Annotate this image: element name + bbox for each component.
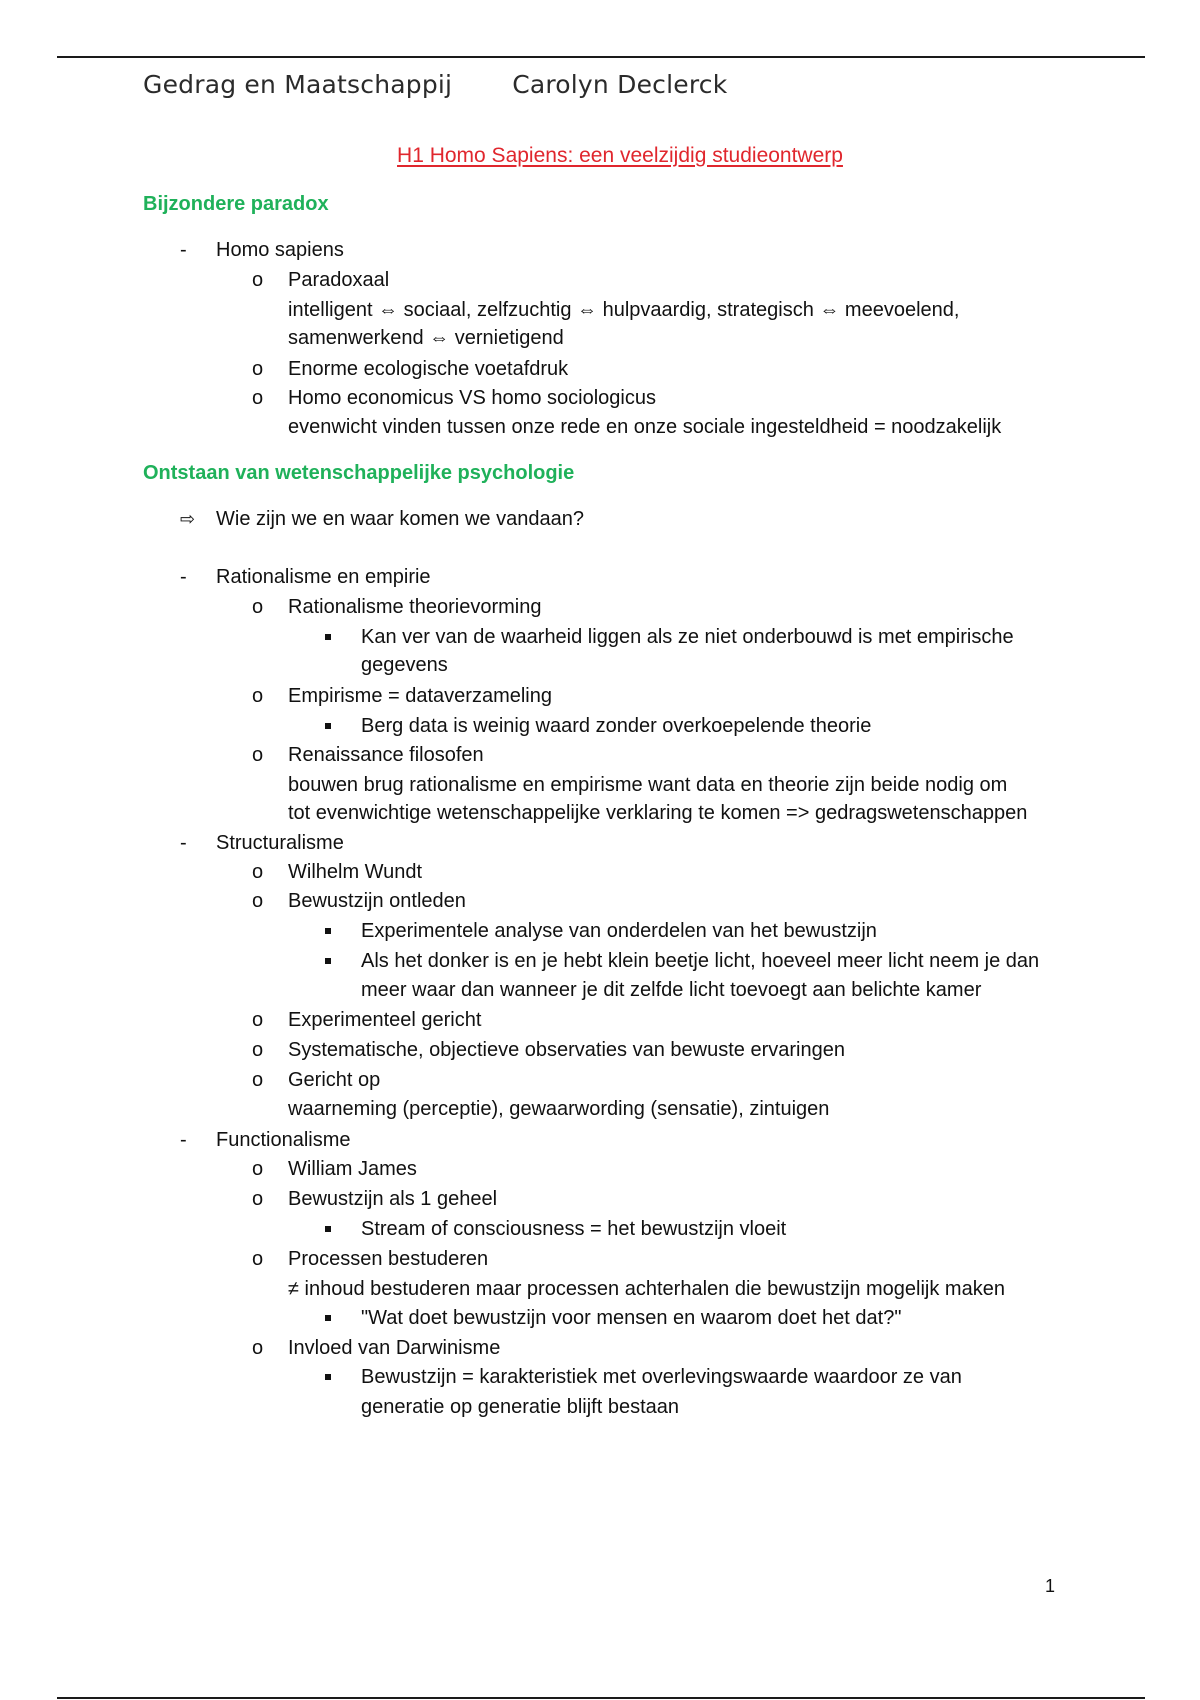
square-bullet	[325, 1226, 331, 1232]
list-item: Experimentele analyse van onderdelen van het bewustzijn	[361, 920, 877, 942]
list-text: ≠ inhoud bestuderen maar processen achterhalen die bewustzijn mogelijk maken	[288, 1278, 1005, 1300]
square-bullet	[325, 928, 331, 934]
list-item: Paradoxaal	[288, 269, 390, 291]
circle-bullet: o	[252, 1158, 264, 1180]
circle-bullet: o	[252, 387, 264, 409]
list-item: Functionalisme	[216, 1129, 351, 1151]
square-bullet	[325, 1315, 331, 1321]
list-item: Bewustzijn = karakteristiek met overlevingswaarde waardoor ze van	[361, 1366, 962, 1388]
list-item: Bewustzijn als 1 geheel	[288, 1188, 498, 1210]
list-item: Structuralisme	[216, 832, 344, 854]
list-text: meer waar dan wanneer je dit zelfde licht toevoegt aan belichte kamer	[361, 979, 982, 1001]
list-item: Berg data is weinig waard zonder overkoepelende theorie	[361, 715, 872, 737]
list-item: Gericht op	[288, 1069, 381, 1091]
list-item: Wilhelm Wundt	[288, 861, 423, 883]
square-bullet	[325, 958, 331, 964]
circle-bullet: o	[252, 596, 264, 618]
list-item: Kan ver van de waarheid liggen als ze niet onderbouwd is met empirische	[361, 626, 1014, 648]
list-item: Experimenteel gericht	[288, 1009, 482, 1031]
dash-bullet: -	[180, 1129, 187, 1151]
list-text: waarneming (perceptie), gewaarwording (sensatie), zintuigen	[288, 1098, 830, 1120]
list-item: Wie zijn we en waar komen we vandaan?	[216, 508, 584, 530]
list-item: Enorme ecologische voetafdruk	[288, 358, 569, 380]
arrow-bullet: ⇨	[180, 509, 196, 529]
dash-bullet: -	[180, 832, 187, 854]
page-header	[143, 70, 727, 99]
section-heading-ontstaan: Ontstaan van wetenschappelijke psychologie	[143, 462, 575, 484]
square-bullet	[325, 1374, 331, 1380]
list-item: Rationalisme theorievorming	[288, 596, 542, 618]
list-text: samenwerkend ⇔ vernietigend	[288, 327, 564, 349]
course-name: Gedrag en Maatschappij	[143, 70, 453, 99]
list-item: "Wat doet bewustzijn voor mensen en waarom doet het dat?"	[361, 1307, 902, 1329]
list-item: Invloed van Darwinisme	[288, 1337, 501, 1359]
circle-bullet: o	[252, 744, 264, 766]
circle-bullet: o	[252, 1188, 264, 1210]
circle-bullet: o	[252, 861, 264, 883]
list-item: Homo economicus VS homo sociologicus	[288, 387, 656, 409]
bottom-rule	[57, 1697, 1145, 1699]
circle-bullet: o	[252, 1069, 264, 1091]
circle-bullet: o	[252, 1337, 264, 1359]
list-text: evenwicht vinden tussen onze rede en onze sociale ingesteldheid = noodzakelijk	[288, 416, 1002, 438]
list-text: bouwen brug rationalisme en empirisme want data en theorie zijn beide nodig om	[288, 774, 1008, 796]
list-item: William James	[288, 1158, 417, 1180]
author-name: Carolyn Declerck	[512, 70, 728, 99]
list-item: Systematische, objectieve observaties van bewuste ervaringen	[288, 1039, 845, 1061]
list-text: generatie op generatie blijft bestaan	[361, 1396, 680, 1418]
list-item: Processen bestuderen	[288, 1248, 489, 1270]
dash-bullet: -	[180, 566, 187, 588]
circle-bullet: o	[252, 358, 264, 380]
list-item: Renaissance filosofen	[288, 744, 484, 766]
list-item: Als het donker is en je hebt klein beetje licht, hoeveel meer licht neem je dan	[361, 950, 1040, 972]
circle-bullet: o	[252, 1039, 264, 1061]
square-bullet	[325, 723, 331, 729]
circle-bullet: o	[252, 269, 264, 291]
list-text: gegevens	[361, 654, 448, 676]
top-rule	[57, 56, 1145, 58]
list-item: Bewustzijn ontleden	[288, 890, 466, 912]
list-item: Rationalisme en empirie	[216, 566, 431, 588]
chapter-title: H1 Homo Sapiens: een veelzijdig studieontwerp	[397, 144, 843, 167]
circle-bullet: o	[252, 685, 264, 707]
circle-bullet: o	[252, 1009, 264, 1031]
list-text: intelligent ⇔ sociaal, zelfzuchtig ⇔ hulpvaardig, strategisch ⇔ meevoelend,	[288, 299, 960, 321]
list-text: tot evenwichtige wetenschappelijke verklaring te komen => gedragswetenschappen	[288, 802, 1028, 824]
page-number: 1	[1045, 1576, 1056, 1596]
list-item: Homo sapiens	[216, 239, 344, 261]
section-heading-paradox: Bijzondere paradox	[143, 193, 329, 215]
circle-bullet: o	[252, 1248, 264, 1270]
list-item: Stream of consciousness = het bewustzijn vloeit	[361, 1218, 787, 1240]
circle-bullet: o	[252, 890, 264, 912]
list-item: Empirisme = dataverzameling	[288, 685, 552, 707]
square-bullet	[325, 634, 331, 640]
dash-bullet: -	[180, 239, 187, 261]
